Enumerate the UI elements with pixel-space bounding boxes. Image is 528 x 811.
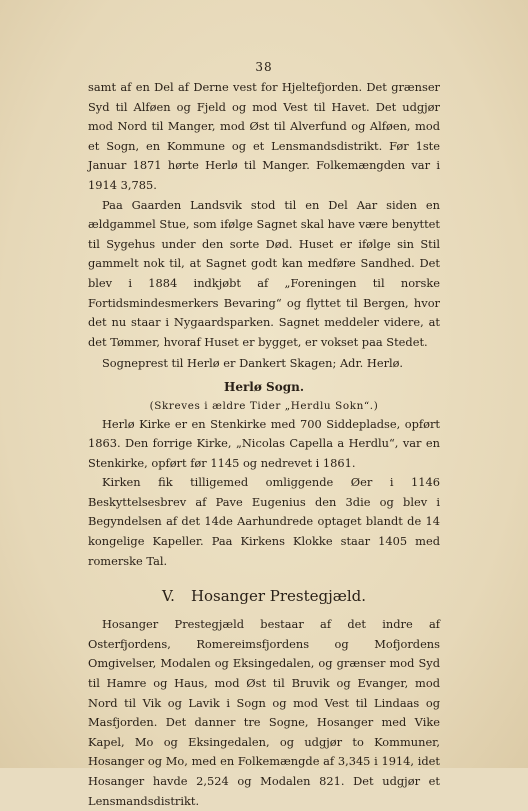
paragraph-kirken-beskyttelse: Kirken fik tilligemed omliggende Øer i 1146 Beskyttelsesbrev af Pave Eugenius den 3die og blev i Begyndelsen af det 14de Aarhundrede optaget blandt de 14 kongelige Kapeller. Paa Kirkens Klokke staar 1405 med romerske Tal. (88, 475, 440, 568)
herlo-sogn-heading: Herlø Sogn. (224, 379, 304, 394)
paragraph-sogneprest: Sogneprest til Herlø er Dankert Skagen; Adr. Herlø. (102, 356, 403, 371)
paragraph-herlo-kirke: Herlø Kirke er en Stenkirke med 700 Siddepladse, opført 1863. Den forrige Kirke, „Nicolas Capella a Herdlu“, var en Stenkirke, opført før 1145 og nedrevet i 1861. (88, 416, 440, 470)
paragraph-hosanger: Hosanger Prestegjæld bestaar af det indre af Osterfjordens, Romereimsfjordens og Mofjordens Omgivelser, Modalen og Eksingedalen, og grænser mod Syd til Hamre og Haus, mod Øst til Bruvik og Evanger, mod Nord til Vik og Lavik i Sogn og mod Vest til Lindaas og Masfjorden. Det danner tre Sogne, Hosanger med Vike Kapel, Mo og Eksingedalen, og udgjør to Kommuner, Hosanger og Mo, med en Folkemængde af 3,345 i 1914, idet Hosanger havde 2,524 og Modalen 821. Det udgjør et Lensmandsdistrikt. (88, 617, 440, 808)
paragraph-herlo-intro: samt af en Del af Derne vest for Hjeltefjorden. Det grænser Syd til Alføen og Fjeld og mod Vest til Havet. Det udgjør mod Nord til Manger, mod Øst til Alverfund og Alføen, mod et Sogn, en Kommune og et Lensmandsdistrikt. Før 1ste Januar 1871 hørte Herlø til Manger. Folkemængden var i 1914 3,785. (88, 80, 440, 192)
page-number: 38 (255, 60, 273, 74)
paragraph-landsvik: Paa Gaarden Landsvik stod til en Del Aar siden en ældgammel Stue, som ifølge Sagnet skal have være benyttet til Sygehus under den sorte Død. Huset er ifølge sin Stil gammelt nok til, at Sagnet godt kan medføre Sandhed. Det blev i 1884 indkjøbt af „Foreningen til norske Fortidsmindesmerkers Bevaring“ og flyttet til Bergen, hvor det nu staar i Nygaardsparken. Sagnet meddeler videre, at det Tømmer, hvoraf Huset er bygget, er vokset paa Stedet. (88, 197, 440, 349)
section-title-text: Hosanger Prestegjæld. (190, 587, 367, 606)
section-title (88, 583, 440, 609)
body-text (88, 78, 440, 811)
section-roman-numeral: V. (161, 587, 175, 606)
herlo-sogn-subheading: (Skreves i ældre Tider „Herdlu Sokn“.) (149, 399, 379, 412)
